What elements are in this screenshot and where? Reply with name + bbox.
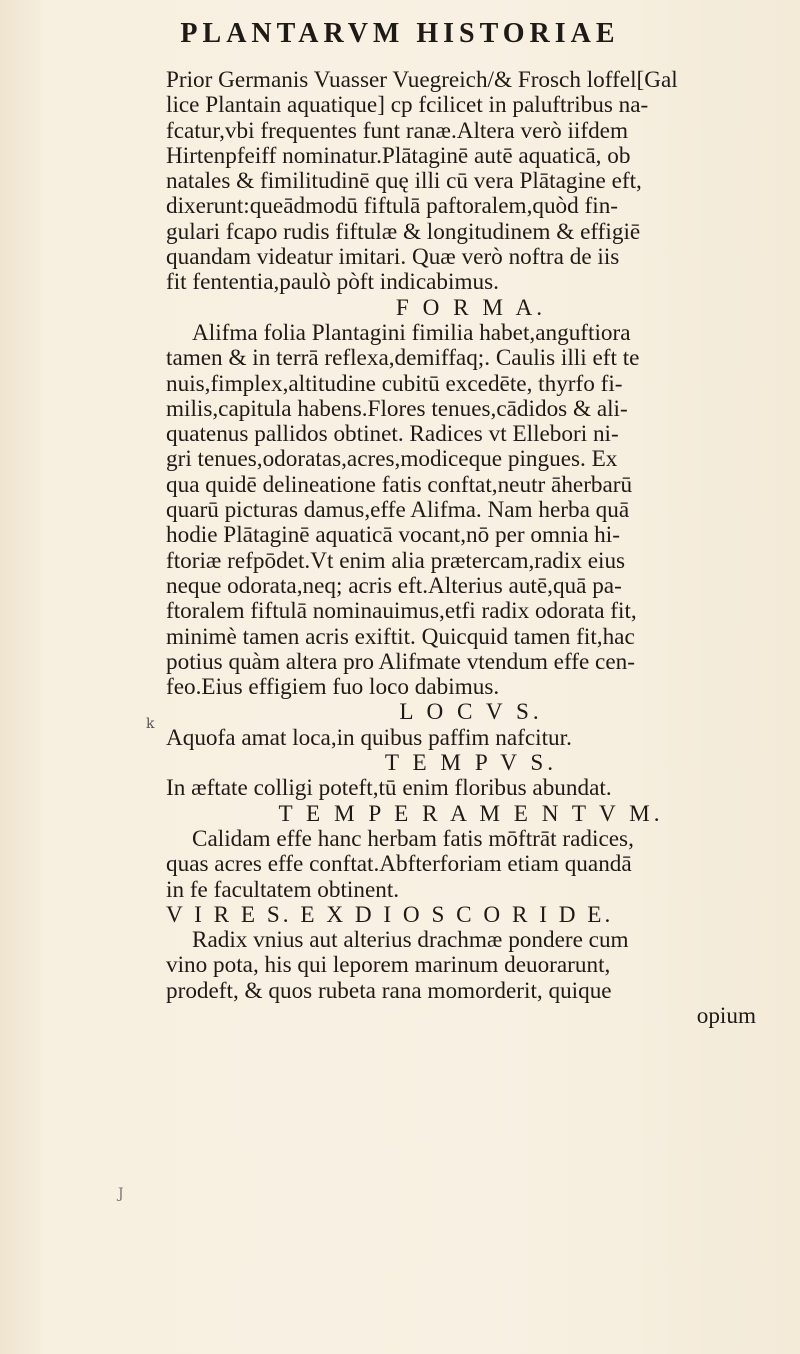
- text-line: fit fententia,paulò pòft indicabimus.: [166, 269, 499, 296]
- text-line: lice Plantain aquatique] cp fcilicet in paluftribus na-: [166, 92, 649, 119]
- text-line: ftoriæ refpōdet.Vt enim alia prætercam,radix eius: [166, 547, 626, 574]
- text-line: gri tenues,odoratas,acres,modiceque pingues. Ex: [166, 446, 618, 473]
- section-heading-temperamentum: T E M P E R A M E N T V M.: [278, 800, 664, 827]
- text-line: tamen & in terrā reflexa,demiffaq;. Caulis illi eft te: [166, 345, 640, 372]
- section-heading-vires: V I R E S. E X D I O S C O R I D E.: [166, 901, 614, 928]
- catchword: opium: [696, 1002, 756, 1029]
- text-line: nuis,fimplex,altitudine cubitū excedēte, thyrfo fi-: [166, 370, 623, 397]
- margin-mark: J: [118, 1186, 124, 1202]
- text-line: Radix vnius aut alterius drachmæ pondere cum: [192, 927, 629, 954]
- text-line: quas acres effe conftat.Abfterforiam etiam quandā: [166, 851, 632, 878]
- text-line: fcatur,vbi frequentes funt ranæ.Altera verò iifdem: [166, 117, 628, 144]
- text-line: dixerunt:queādmodū fiftulā paftoralem,quòd fin-: [166, 193, 619, 220]
- section-heading-tempus: T E M P V S.: [384, 750, 558, 777]
- text-line: quarū picturas damus,effe Alifma. Nam herba quā: [166, 497, 630, 524]
- text-line: minimè tamen acris exiftit. Quicquid tamen fit,hac: [166, 623, 635, 650]
- text-line: quatenus pallidos obtinet. Radices vt Ellebori ni-: [166, 421, 619, 448]
- section-heading-forma: F O R M A.: [395, 294, 547, 321]
- text-line: Hirtenpfeiff nominatur.Plātaginē autē aquaticā, ob: [166, 142, 631, 169]
- text-line: hodie Plātaginē aquaticā vocant,nō per omnia hi-: [166, 522, 620, 549]
- text-line: quandam videatur imitari. Quæ verò noftra de iis: [166, 244, 620, 271]
- text-line: Prior Germanis Vuasser Vuegreich/& Frosch loffel[Gal: [166, 67, 678, 93]
- text-line: feo.Eius effigiem fuo loco dabimus.: [166, 674, 500, 701]
- body-text: [166, 68, 766, 1029]
- text-line: gulari fcapo rudis fiftulæ & longitudinem & effigiē: [166, 218, 641, 245]
- text-line: natales & fimilitudinē quę illi cū vera Plātagine eft,: [166, 168, 642, 195]
- text-line: milis,capitula habens.Flores tenues,cādidos & ali-: [166, 395, 628, 422]
- text-line: Aquofa amat loca,in quibus paffim nafcitur.: [166, 724, 572, 751]
- text-line: Alifma folia Plantagini fimilia habet,anguftiora: [192, 319, 631, 346]
- text-line: in fe facultatem obtinent.: [166, 876, 400, 903]
- text-line: potius quàm altera pro Alifmate vtendum effe cen-: [166, 648, 635, 675]
- text-line: ftoralem fiftulā nominauimus,etfi radix odorata fit,: [166, 598, 637, 625]
- text-line: qua quidē delineatione fatis conftat,neutr āherbarū: [166, 471, 633, 498]
- text-line: neque odorata,neq; acris eft.Alterius autē,quā pa-: [166, 572, 622, 599]
- text-line: vino pota, his qui leporem marinum deuorarunt,: [166, 952, 611, 979]
- text-line: In æftate colligi poteft,tū enim floribus abundat.: [166, 775, 612, 802]
- section-heading-locus: L O C V S.: [399, 699, 543, 726]
- text-line: Calidam effe hanc herbam fatis mōftrāt radices,: [192, 825, 634, 852]
- running-header: PLANTARVM HISTORIAE: [180, 18, 620, 49]
- margin-mark: k: [146, 716, 155, 732]
- text-line: prodeft, & quos rubeta rana momorderit, quique: [166, 977, 612, 1004]
